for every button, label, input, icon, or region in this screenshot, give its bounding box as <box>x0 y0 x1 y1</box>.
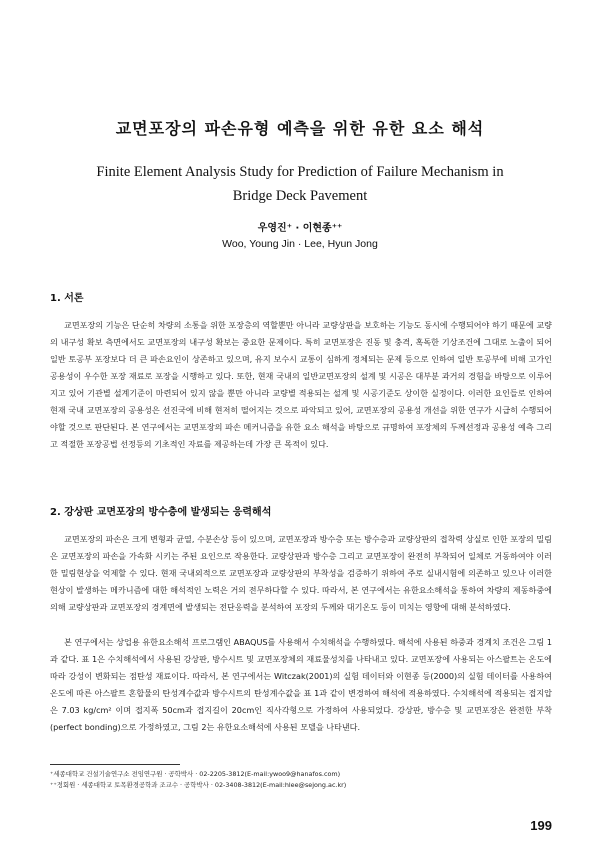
title-english <box>70 160 530 208</box>
authors-korean: 우영진⁺ · 이현종⁺⁺ <box>257 223 343 234</box>
section2-paragraph-2: 본 연구에서는 상업용 유한요소해석 프로그램인 ABAQUS를 사용해서 수치해석을 수행하였다. 해석에 사용된 하중과 경계치 조건은 그림 1과 같다. 표 1은 수치해석에서 사용된 강상판, 방수시트 및 교면포장체의 재료물성치를 나타내고 있다. 교면포장에 사용되는 아스팔트는 온도에 따라 강성이 변화되는 점탄성 재료이다. 따라서, 본 연구에서는 Witczak(2001)의 실험 데이터와 이현종 등(2000)의 실험 데이터를 사용하여 온도에 따른 아스팔트 혼합물의 탄성계수값과 방수시트의 탄성계수값을 표 1과 같이 변경하여 해석에 적용하였다. 수치해석에 적용되는 접지압은 7.03 kg/cm² 이며 접지폭 50cm과 접지길이 20cm인 직사각형으로 가정하여 사용되었다. 강상판, 방수층 및 교면포장은 완전한 부착(perfect bonding)으로 가정하였고, 그림 2는 유한요소해석에 사용된 모델을 나타낸다. <box>50 637 552 732</box>
authors-english: Woo, Young Jin · Lee, Hyun Jong <box>222 238 378 250</box>
footnote-1: ⁺세종대학교 건설기술연구소 전임연구원 · 공학박사 · 02-2205-3812(E-mail:ywoo9@hanafos.com) <box>50 770 341 778</box>
section1-paragraph: 교면포장의 기능은 단순히 차량의 소통을 위한 포장층의 역할뿐만 아니라 교량상판을 보호하는 기능도 동시에 수행되어야 하기 때문에 교량의 내구성 확보 측면에서도 교면포장의 내구성 확보는 중요한 문제이다. 특히 교면포장은 진동 및 충격, 혹독한 기상조건에 그대로 노출이 되어 일반 토공부 포장보다 더 큰 파손요인이 상존하고 있으며, 유지 보수시 교통이 심하게 정체되는 문제 등으로 인하여 일반 토공부에 비해 고가인 공용성이 우수한 포장 재료로 포장을 시행하고 있다. 또한, 현재 국내의 일반교면포장의 설계 및 시공은 대부분 과거의 경험을 바탕으로 이루어지고 있어 기관별 설계기준이 마련되어 있지 않을 뿐만 아니라 교량별 적용되는 설계 및 시공기준도 상이한 실정이다. 이러한 요인들로 인하여 현재 국내 교면포장의 공용성은 선진국에 비해 현저히 떨어지는 것으로 파악되고 있어, 교면포장의 공용성 개선을 위한 연구가 시급히 수행되어야할 것으로 판단된다. 본 연구에서는 교면포장의 파손 메커니즘을 유한 요소 해석을 바탕으로 규명하여 포장체의 두께선정과 공용성 예측 그리고 적절한 포장공법 선정등의 기초적인 자료를 제공하는데 가장 큰 목적이 있다. <box>50 320 552 449</box>
title-english-line1: Finite Element Analysis Study for Prediction of Failure Mechanism in <box>96 164 504 180</box>
title-english-line2: Bridge Deck Pavement <box>232 188 368 204</box>
page-number: 199 <box>530 818 552 833</box>
section2-paragraph-1: 교면포장의 파손은 크게 변형과 균열, 수분손상 등이 있으며, 교면포장과 방수층 또는 방수층과 교량상판의 접착력 상실로 인한 포장의 밀림은 교면포장의 파손을 가속화 시키는 주된 요인으로 작용한다. 교량상판과 방수층 그리고 교면포장이 완전히 부착되어 일체로 거동하여야 이러한 밀림현상을 억제할 수 있다. 현재 국내외적으로 교면포장과 교량상판의 부착성을 검증하기 위하여 주로 실내시험에 의존하고 있으나 이러한 현상이 발생하는 메카니즘에 대한 해석적인 노력은 거의 전무하다할 수 있다. 따라서, 본 연구에서는 유한요소해석을 통하여 차량의 제동하중에 의해 교량상판과 교면포장의 경계면에 발생되는 전단응력을 분석하여 포장의 두께와 대기온도 등이 미치는 영향에 대해 분석하였다. <box>50 534 552 612</box>
footnote-2: ⁺⁺정회원 · 세종대학교 토목환경공학과 조교수 · 공학박사 · 02-3408-3812(E-mail:hlee@sejong.ac.kr) <box>50 781 347 789</box>
footnote-divider <box>50 764 180 765</box>
title-korean: 교면포장의 파손유형 예측을 위한 유한 요소 해석 <box>115 119 485 138</box>
section2-heading: 2. 강상판 교면포장의 방수층에 발생되는 응력해석 <box>50 507 272 518</box>
section1-heading: 1. 서론 <box>50 293 84 304</box>
